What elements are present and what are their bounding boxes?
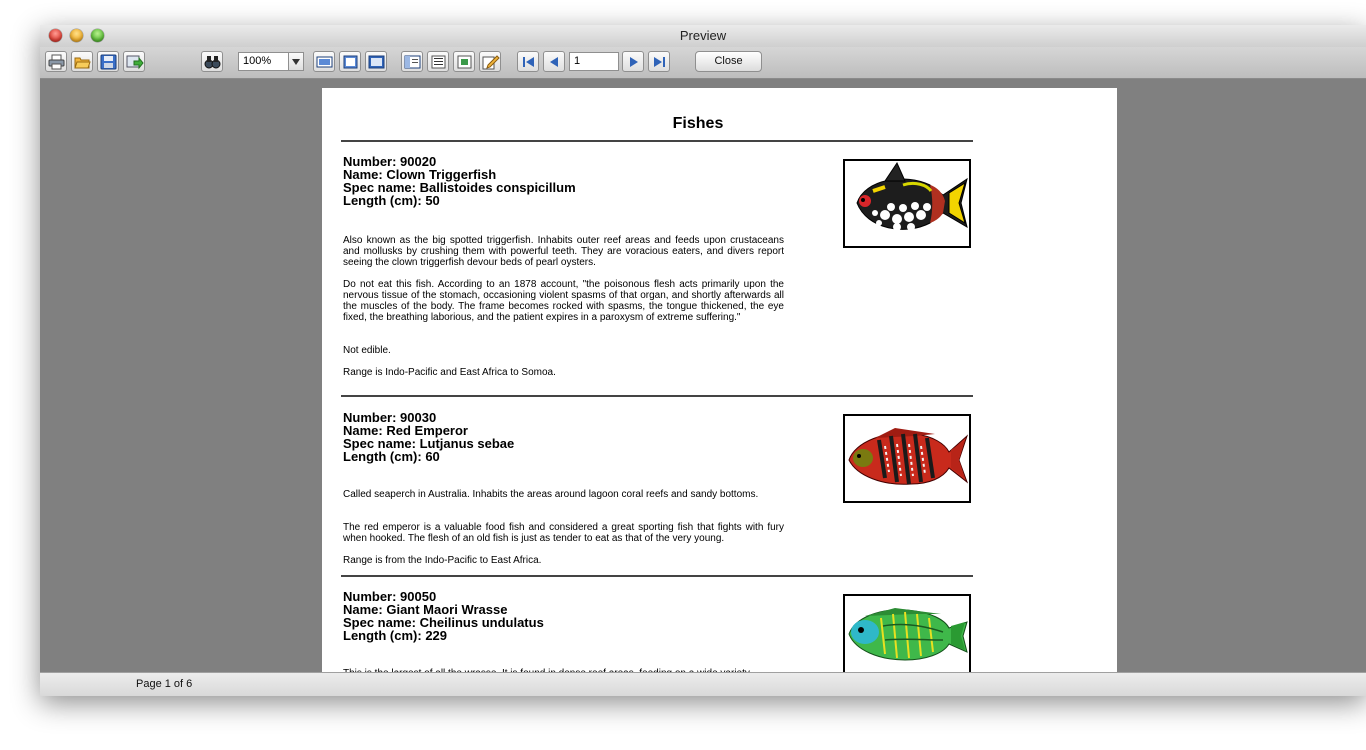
single-page-view-icon [404, 54, 421, 70]
two-page-button[interactable] [365, 51, 387, 72]
fish-image-frame [843, 159, 971, 248]
full-page-icon [342, 54, 359, 70]
open-button[interactable] [71, 51, 93, 72]
clown-triggerfish-image [845, 161, 969, 246]
giant-maori-wrasse-image [845, 596, 969, 681]
full-page-button[interactable] [339, 51, 361, 72]
print-button[interactable] [45, 51, 67, 72]
record-name: Name: Red Emperor [343, 423, 468, 438]
print-icon [48, 54, 65, 70]
record-number: Number: 90050 [343, 589, 437, 604]
record-spec-name: Spec name: Cheilinus undulatus [343, 615, 544, 630]
record-description: Range is Indo-Pacific and East Africa to Somoa. [343, 367, 556, 378]
fish-image-frame [843, 594, 971, 683]
list-view-button[interactable] [427, 51, 449, 72]
window-close-button[interactable] [49, 29, 62, 42]
status-bar [40, 672, 1366, 696]
find-button[interactable] [201, 51, 223, 72]
window-minimize-button[interactable] [70, 29, 83, 42]
first-page-button[interactable] [517, 51, 539, 72]
list-view-icon [430, 54, 447, 70]
record-header [343, 411, 514, 463]
find-icon [204, 54, 221, 70]
previous-page-button[interactable] [543, 51, 565, 72]
chevron-down-icon[interactable] [288, 52, 304, 71]
close-button[interactable]: Close [695, 51, 762, 72]
thumbnail-view-button[interactable] [453, 51, 475, 72]
record-description: Called seaperch in Australia. Inhabits the areas around lagoon coral reefs and sandy bottoms. [343, 489, 759, 500]
save-button[interactable] [97, 51, 119, 72]
divider [341, 395, 973, 397]
next-page-button[interactable] [622, 51, 644, 72]
record-length: Length (cm): 60 [343, 449, 440, 464]
record-description: Not edible. [343, 345, 391, 356]
window-title: Preview [679, 28, 727, 43]
two-page-icon [368, 54, 385, 70]
window-zoom-button[interactable] [91, 29, 104, 42]
previous-page-icon [546, 54, 563, 70]
preview-window [40, 25, 1366, 695]
page-indicator: Page 1 of 6 [136, 678, 193, 690]
record-description: Also known as the big spotted triggerfish. Inhabits outer reef areas and feeds upon crustaceans and mollusks by crushing them with powerful teeth. They are voracious eaters, and divers report seeing the clown triggerfish devour beds of pearl oysters. [343, 235, 784, 268]
edit-button[interactable] [479, 51, 501, 72]
page-number-input[interactable]: 1 [569, 52, 619, 71]
edit-icon [482, 54, 499, 70]
single-page-view-button[interactable] [401, 51, 423, 72]
toolbar [40, 47, 1366, 79]
record-spec-name: Spec name: Ballistoides conspicillum [343, 180, 576, 195]
record-spec-name: Spec name: Lutjanus sebae [343, 436, 515, 451]
export-icon [126, 54, 143, 70]
record-header [343, 590, 544, 642]
page-width-button[interactable] [313, 51, 335, 72]
open-icon [74, 54, 91, 70]
record-header [343, 155, 576, 207]
zoom-select[interactable]: 100% [238, 52, 304, 71]
page-width-icon [316, 54, 333, 70]
red-emperor-image [845, 416, 969, 501]
last-page-icon [651, 54, 668, 70]
record-description: Range is from the Indo-Pacific to East Africa. [343, 555, 542, 566]
record-number: Number: 90030 [343, 410, 437, 425]
divider [341, 140, 973, 142]
record-description: The red emperor is a valuable food fish and considered a great sporting fish that fights with fury when hooked. The flesh of an old fish is just as tender to eat as that of the very young. [343, 522, 784, 544]
save-icon [100, 54, 117, 70]
fish-image-frame [843, 414, 971, 503]
report-title: Fishes [672, 115, 724, 132]
record-number: Number: 90020 [343, 154, 437, 169]
last-page-button[interactable] [648, 51, 670, 72]
report-page [322, 88, 1117, 672]
export-button[interactable] [123, 51, 145, 72]
first-page-icon [520, 54, 537, 70]
divider [341, 575, 973, 577]
record-length: Length (cm): 50 [343, 193, 440, 208]
record-name: Name: Giant Maori Wrasse [343, 602, 508, 617]
next-page-icon [625, 54, 642, 70]
record-description: Do not eat this fish. According to an 1878 account, "the poisonous flesh acts primarily upon the nervous tissue of the stomach, occasioning violent spasms of that organ, and shortly afterwards all the muscles of the body. The frame becomes rocked with spasms, the tongue thickened, the eye fixed, the breathing laborious, and the patient expires in a paroxysm of extreme suffering." [343, 279, 784, 323]
thumbnail-view-icon [456, 54, 473, 70]
record-length: Length (cm): 229 [343, 628, 448, 643]
title-bar[interactable] [40, 25, 1366, 47]
record-name: Name: Clown Triggerfish [343, 167, 497, 182]
